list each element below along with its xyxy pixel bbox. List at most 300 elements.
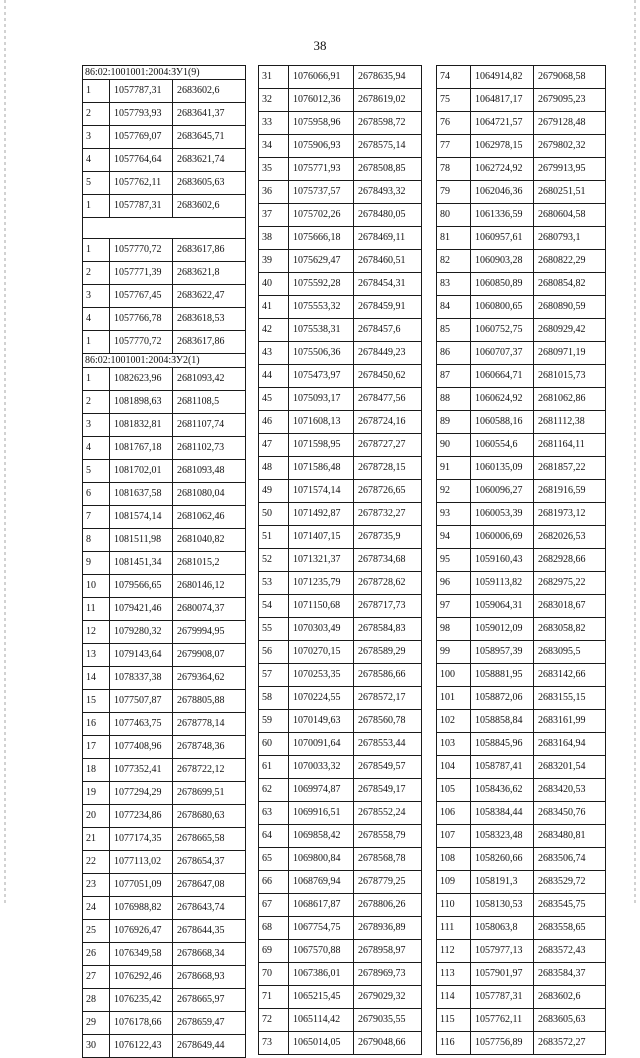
point-number-cell: 78 bbox=[437, 158, 471, 181]
y-coordinate-cell: 2680604,58 bbox=[534, 204, 606, 227]
point-number-cell: 112 bbox=[437, 940, 471, 963]
y-coordinate-cell: 2680251,51 bbox=[534, 181, 606, 204]
y-coordinate-cell: 2678572,17 bbox=[354, 687, 422, 710]
table-row bbox=[259, 526, 422, 549]
y-coordinate-cell: 2683602,6 bbox=[173, 195, 246, 218]
table-row bbox=[259, 296, 422, 319]
x-coordinate-cell: 1061336,59 bbox=[471, 204, 534, 227]
x-coordinate-cell: 1058845,96 bbox=[471, 733, 534, 756]
x-coordinate-cell: 1058384,44 bbox=[471, 802, 534, 825]
y-coordinate-cell: 2678459,91 bbox=[354, 296, 422, 319]
y-coordinate-cell: 2683572,27 bbox=[534, 1032, 606, 1055]
table-row bbox=[259, 204, 422, 227]
table-row bbox=[83, 943, 246, 966]
point-number-cell: 4 bbox=[83, 149, 110, 172]
table-row bbox=[259, 572, 422, 595]
x-coordinate-cell: 1078337,38 bbox=[110, 667, 173, 690]
x-coordinate-cell: 1058436,62 bbox=[471, 779, 534, 802]
x-coordinate-cell: 1060096,27 bbox=[471, 480, 534, 503]
table-row bbox=[83, 172, 246, 195]
x-coordinate-cell: 1075538,31 bbox=[289, 319, 354, 342]
point-number-cell: 5 bbox=[83, 172, 110, 195]
y-coordinate-cell: 2678649,44 bbox=[173, 1035, 246, 1058]
y-coordinate-cell: 2678958,97 bbox=[354, 940, 422, 963]
table-row bbox=[259, 595, 422, 618]
y-coordinate-cell: 2683164,94 bbox=[534, 733, 606, 756]
x-coordinate-cell: 1058881,95 bbox=[471, 664, 534, 687]
point-number-cell: 99 bbox=[437, 641, 471, 664]
x-coordinate-cell: 1071235,79 bbox=[289, 572, 354, 595]
point-number-cell: 105 bbox=[437, 779, 471, 802]
table-row bbox=[259, 641, 422, 664]
y-coordinate-cell: 2681112,38 bbox=[534, 411, 606, 434]
point-number-cell: 43 bbox=[259, 342, 289, 365]
point-number-cell: 70 bbox=[259, 963, 289, 986]
point-number-cell: 46 bbox=[259, 411, 289, 434]
table-row bbox=[437, 894, 606, 917]
table-row bbox=[83, 966, 246, 989]
point-number-cell: 19 bbox=[83, 782, 110, 805]
table-row bbox=[259, 158, 422, 181]
point-number-cell: 60 bbox=[259, 733, 289, 756]
y-coordinate-cell: 2678450,62 bbox=[354, 365, 422, 388]
table-row bbox=[259, 388, 422, 411]
table-row bbox=[437, 66, 606, 89]
point-number-cell: 82 bbox=[437, 250, 471, 273]
x-coordinate-cell: 1077408,96 bbox=[110, 736, 173, 759]
x-coordinate-cell: 1070224,55 bbox=[289, 687, 354, 710]
x-coordinate-cell: 1057787,31 bbox=[471, 986, 534, 1009]
point-number-cell: 71 bbox=[259, 986, 289, 1009]
coordinates-table-right bbox=[436, 65, 606, 1055]
y-coordinate-cell: 2683480,81 bbox=[534, 825, 606, 848]
point-number-cell: 54 bbox=[259, 595, 289, 618]
y-coordinate-cell: 2679364,62 bbox=[173, 667, 246, 690]
table-row bbox=[437, 825, 606, 848]
point-number-cell: 50 bbox=[259, 503, 289, 526]
x-coordinate-cell: 1075473,97 bbox=[289, 365, 354, 388]
point-number-cell: 75 bbox=[437, 89, 471, 112]
y-coordinate-cell: 2678728,62 bbox=[354, 572, 422, 595]
block-header-row bbox=[83, 66, 246, 80]
x-coordinate-cell: 1058191,3 bbox=[471, 871, 534, 894]
table-row bbox=[437, 89, 606, 112]
x-coordinate-cell: 1071586,48 bbox=[289, 457, 354, 480]
point-number-cell: 111 bbox=[437, 917, 471, 940]
x-coordinate-cell: 1057767,45 bbox=[110, 285, 173, 308]
table-row bbox=[83, 851, 246, 874]
table-row bbox=[437, 480, 606, 503]
y-coordinate-cell: 2681040,82 bbox=[173, 529, 246, 552]
table-row bbox=[437, 595, 606, 618]
table-row bbox=[83, 828, 246, 851]
x-coordinate-cell: 1057762,11 bbox=[471, 1009, 534, 1032]
x-coordinate-cell: 1058063,8 bbox=[471, 917, 534, 940]
table-row bbox=[437, 572, 606, 595]
point-number-cell: 25 bbox=[83, 920, 110, 943]
y-coordinate-cell: 2683645,71 bbox=[173, 126, 246, 149]
x-coordinate-cell: 1077051,09 bbox=[110, 874, 173, 897]
x-coordinate-cell: 1059064,31 bbox=[471, 595, 534, 618]
y-coordinate-cell: 2683018,67 bbox=[534, 595, 606, 618]
table-row bbox=[437, 641, 606, 664]
y-coordinate-cell: 2681916,59 bbox=[534, 480, 606, 503]
table-row bbox=[83, 713, 246, 736]
y-coordinate-cell: 2678717,73 bbox=[354, 595, 422, 618]
table-row bbox=[437, 664, 606, 687]
y-coordinate-cell: 2683617,86 bbox=[173, 239, 246, 262]
point-number-cell: 100 bbox=[437, 664, 471, 687]
y-coordinate-cell: 2678584,83 bbox=[354, 618, 422, 641]
x-coordinate-cell: 1060053,39 bbox=[471, 503, 534, 526]
x-coordinate-cell: 1077294,29 bbox=[110, 782, 173, 805]
point-number-cell: 1 bbox=[83, 239, 110, 262]
y-coordinate-cell: 2678665,97 bbox=[173, 989, 246, 1012]
table-row bbox=[83, 782, 246, 805]
y-coordinate-cell: 2683602,6 bbox=[534, 986, 606, 1009]
table-row bbox=[83, 308, 246, 331]
point-number-cell: 110 bbox=[437, 894, 471, 917]
table-row bbox=[83, 736, 246, 759]
table-row bbox=[83, 552, 246, 575]
table-row bbox=[259, 135, 422, 158]
y-coordinate-cell: 2678659,47 bbox=[173, 1012, 246, 1035]
table-row bbox=[83, 690, 246, 713]
x-coordinate-cell: 1075666,18 bbox=[289, 227, 354, 250]
y-coordinate-cell: 2683602,6 bbox=[173, 80, 246, 103]
x-coordinate-cell: 1060957,61 bbox=[471, 227, 534, 250]
x-coordinate-cell: 1059012,09 bbox=[471, 618, 534, 641]
y-coordinate-cell: 2679035,55 bbox=[354, 1009, 422, 1032]
y-coordinate-cell: 2678560,78 bbox=[354, 710, 422, 733]
y-coordinate-cell: 2678635,94 bbox=[354, 66, 422, 89]
x-coordinate-cell: 1069858,42 bbox=[289, 825, 354, 848]
point-number-cell: 52 bbox=[259, 549, 289, 572]
y-coordinate-cell: 2683545,75 bbox=[534, 894, 606, 917]
point-number-cell: 44 bbox=[259, 365, 289, 388]
y-coordinate-cell: 2678643,74 bbox=[173, 897, 246, 920]
point-number-cell: 106 bbox=[437, 802, 471, 825]
y-coordinate-cell: 2678699,51 bbox=[173, 782, 246, 805]
table-row bbox=[83, 460, 246, 483]
point-number-cell: 83 bbox=[437, 273, 471, 296]
x-coordinate-cell: 1076292,46 bbox=[110, 966, 173, 989]
x-coordinate-cell: 1076926,47 bbox=[110, 920, 173, 943]
table-row bbox=[83, 331, 246, 354]
x-coordinate-cell: 1079421,46 bbox=[110, 598, 173, 621]
table-row bbox=[83, 667, 246, 690]
point-number-cell: 103 bbox=[437, 733, 471, 756]
point-number-cell: 88 bbox=[437, 388, 471, 411]
x-coordinate-cell: 1075506,36 bbox=[289, 342, 354, 365]
x-coordinate-cell: 1060752,75 bbox=[471, 319, 534, 342]
x-coordinate-cell: 1060850,89 bbox=[471, 273, 534, 296]
x-coordinate-cell: 1071321,37 bbox=[289, 549, 354, 572]
y-coordinate-cell: 2678558,79 bbox=[354, 825, 422, 848]
x-coordinate-cell: 1075702,26 bbox=[289, 204, 354, 227]
table-row bbox=[83, 80, 246, 103]
y-coordinate-cell: 2679068,58 bbox=[534, 66, 606, 89]
table-row bbox=[437, 779, 606, 802]
x-coordinate-cell: 1075592,28 bbox=[289, 273, 354, 296]
x-coordinate-cell: 1058858,84 bbox=[471, 710, 534, 733]
point-number-cell: 24 bbox=[83, 897, 110, 920]
table-row bbox=[259, 710, 422, 733]
point-number-cell: 15 bbox=[83, 690, 110, 713]
table-row bbox=[259, 112, 422, 135]
y-coordinate-cell: 2680822,29 bbox=[534, 250, 606, 273]
y-coordinate-cell: 2678619,02 bbox=[354, 89, 422, 112]
table-row bbox=[259, 503, 422, 526]
point-number-cell: 64 bbox=[259, 825, 289, 848]
y-coordinate-cell: 2681107,74 bbox=[173, 414, 246, 437]
table-row bbox=[259, 1032, 422, 1055]
y-coordinate-cell: 2683506,74 bbox=[534, 848, 606, 871]
x-coordinate-cell: 1059113,82 bbox=[471, 572, 534, 595]
x-coordinate-cell: 1057977,13 bbox=[471, 940, 534, 963]
x-coordinate-cell: 1071150,68 bbox=[289, 595, 354, 618]
point-number-cell: 107 bbox=[437, 825, 471, 848]
x-coordinate-cell: 1057771,39 bbox=[110, 262, 173, 285]
point-number-cell: 11 bbox=[83, 598, 110, 621]
table-row bbox=[83, 1035, 246, 1058]
point-number-cell: 76 bbox=[437, 112, 471, 135]
point-number-cell: 69 bbox=[259, 940, 289, 963]
point-number-cell: 77 bbox=[437, 135, 471, 158]
x-coordinate-cell: 1081574,14 bbox=[110, 506, 173, 529]
x-coordinate-cell: 1060664,71 bbox=[471, 365, 534, 388]
x-coordinate-cell: 1077234,86 bbox=[110, 805, 173, 828]
table-row bbox=[83, 483, 246, 506]
point-number-cell: 16 bbox=[83, 713, 110, 736]
table-row bbox=[83, 874, 246, 897]
x-coordinate-cell: 1071492,87 bbox=[289, 503, 354, 526]
table-row bbox=[83, 598, 246, 621]
x-coordinate-cell: 1077507,87 bbox=[110, 690, 173, 713]
x-coordinate-cell: 1076066,91 bbox=[289, 66, 354, 89]
point-number-cell: 37 bbox=[259, 204, 289, 227]
table-row bbox=[437, 434, 606, 457]
y-coordinate-cell: 2678732,27 bbox=[354, 503, 422, 526]
point-number-cell: 90 bbox=[437, 434, 471, 457]
table-row bbox=[259, 480, 422, 503]
x-coordinate-cell: 1077113,02 bbox=[110, 851, 173, 874]
point-number-cell: 48 bbox=[259, 457, 289, 480]
y-coordinate-cell: 2678647,08 bbox=[173, 874, 246, 897]
point-number-cell: 3 bbox=[83, 285, 110, 308]
y-coordinate-cell: 2681062,46 bbox=[173, 506, 246, 529]
x-coordinate-cell: 1070149,63 bbox=[289, 710, 354, 733]
y-coordinate-cell: 2678586,66 bbox=[354, 664, 422, 687]
y-coordinate-cell: 2678598,72 bbox=[354, 112, 422, 135]
x-coordinate-cell: 1060554,6 bbox=[471, 434, 534, 457]
point-number-cell: 14 bbox=[83, 667, 110, 690]
parcel-designation-header: 86:02:1001001:2004:ЗУ1(9) bbox=[83, 66, 246, 80]
table-row bbox=[259, 66, 422, 89]
table-row bbox=[437, 963, 606, 986]
y-coordinate-cell: 2678493,32 bbox=[354, 181, 422, 204]
x-coordinate-cell: 1081637,58 bbox=[110, 483, 173, 506]
x-coordinate-cell: 1081832,81 bbox=[110, 414, 173, 437]
y-coordinate-cell: 2679048,66 bbox=[354, 1032, 422, 1055]
point-number-cell: 21 bbox=[83, 828, 110, 851]
point-number-cell: 31 bbox=[259, 66, 289, 89]
x-coordinate-cell: 1076122,43 bbox=[110, 1035, 173, 1058]
y-coordinate-cell: 2678644,35 bbox=[173, 920, 246, 943]
x-coordinate-cell: 1060588,16 bbox=[471, 411, 534, 434]
y-coordinate-cell: 2683584,37 bbox=[534, 963, 606, 986]
table-row bbox=[437, 365, 606, 388]
point-number-cell: 18 bbox=[83, 759, 110, 782]
table-row bbox=[259, 457, 422, 480]
y-coordinate-cell: 2680854,82 bbox=[534, 273, 606, 296]
x-coordinate-cell: 1067570,88 bbox=[289, 940, 354, 963]
table-row bbox=[259, 733, 422, 756]
y-coordinate-cell: 2683641,37 bbox=[173, 103, 246, 126]
x-coordinate-cell: 1070253,35 bbox=[289, 664, 354, 687]
point-number-cell: 9 bbox=[83, 552, 110, 575]
table-row bbox=[259, 894, 422, 917]
table-row bbox=[259, 802, 422, 825]
table-row bbox=[437, 204, 606, 227]
table-row bbox=[259, 89, 422, 112]
y-coordinate-cell: 2678477,56 bbox=[354, 388, 422, 411]
block-header-row bbox=[83, 218, 246, 239]
point-number-cell: 53 bbox=[259, 572, 289, 595]
table-row bbox=[437, 503, 606, 526]
block-header-row bbox=[83, 354, 246, 368]
point-number-cell: 104 bbox=[437, 756, 471, 779]
point-number-cell: 1 bbox=[83, 331, 110, 354]
table-row bbox=[83, 575, 246, 598]
point-number-cell: 5 bbox=[83, 460, 110, 483]
point-number-cell: 72 bbox=[259, 1009, 289, 1032]
x-coordinate-cell: 1081511,98 bbox=[110, 529, 173, 552]
y-coordinate-cell: 2683605,63 bbox=[173, 172, 246, 195]
x-coordinate-cell: 1060006,69 bbox=[471, 526, 534, 549]
y-coordinate-cell: 2680971,19 bbox=[534, 342, 606, 365]
table-row bbox=[83, 414, 246, 437]
y-coordinate-cell: 2683161,99 bbox=[534, 710, 606, 733]
table-row bbox=[259, 664, 422, 687]
x-coordinate-cell: 1069800,84 bbox=[289, 848, 354, 871]
y-coordinate-cell: 2678454,31 bbox=[354, 273, 422, 296]
table-row bbox=[259, 549, 422, 572]
point-number-cell: 8 bbox=[83, 529, 110, 552]
x-coordinate-cell: 1075906,93 bbox=[289, 135, 354, 158]
page-number: 38 bbox=[313, 38, 327, 53]
point-number-cell: 56 bbox=[259, 641, 289, 664]
y-coordinate-cell: 2683558,65 bbox=[534, 917, 606, 940]
point-number-cell: 80 bbox=[437, 204, 471, 227]
point-number-cell: 59 bbox=[259, 710, 289, 733]
table-row bbox=[83, 285, 246, 308]
point-number-cell: 116 bbox=[437, 1032, 471, 1055]
x-coordinate-cell: 1057769,07 bbox=[110, 126, 173, 149]
point-number-cell: 40 bbox=[259, 273, 289, 296]
y-coordinate-cell: 2678575,14 bbox=[354, 135, 422, 158]
table-row bbox=[259, 871, 422, 894]
table-row bbox=[83, 368, 246, 391]
point-number-cell: 86 bbox=[437, 342, 471, 365]
point-number-cell: 1 bbox=[83, 195, 110, 218]
table-row bbox=[259, 756, 422, 779]
table-row bbox=[259, 917, 422, 940]
table-row bbox=[259, 940, 422, 963]
table-row bbox=[437, 457, 606, 480]
point-number-cell: 84 bbox=[437, 296, 471, 319]
table-row bbox=[437, 227, 606, 250]
table-row bbox=[437, 411, 606, 434]
table-row bbox=[83, 437, 246, 460]
x-coordinate-cell: 1071407,15 bbox=[289, 526, 354, 549]
table-row bbox=[437, 1009, 606, 1032]
point-number-cell: 108 bbox=[437, 848, 471, 871]
table-row bbox=[437, 710, 606, 733]
point-number-cell: 67 bbox=[259, 894, 289, 917]
block-separator-cell bbox=[83, 218, 246, 239]
y-coordinate-cell: 2683572,43 bbox=[534, 940, 606, 963]
x-coordinate-cell: 1057762,11 bbox=[110, 172, 173, 195]
y-coordinate-cell: 2683622,47 bbox=[173, 285, 246, 308]
y-coordinate-cell: 2678549,17 bbox=[354, 779, 422, 802]
table-row bbox=[437, 549, 606, 572]
x-coordinate-cell: 1057793,93 bbox=[110, 103, 173, 126]
point-number-cell: 6 bbox=[83, 483, 110, 506]
table-row bbox=[259, 825, 422, 848]
table-row bbox=[259, 342, 422, 365]
table-row bbox=[83, 239, 246, 262]
table-row bbox=[83, 262, 246, 285]
y-coordinate-cell: 2678654,37 bbox=[173, 851, 246, 874]
x-coordinate-cell: 1058957,39 bbox=[471, 641, 534, 664]
point-number-cell: 58 bbox=[259, 687, 289, 710]
y-coordinate-cell: 2683420,53 bbox=[534, 779, 606, 802]
point-number-cell: 20 bbox=[83, 805, 110, 828]
y-coordinate-cell: 2678568,78 bbox=[354, 848, 422, 871]
x-coordinate-cell: 1079143,64 bbox=[110, 644, 173, 667]
x-coordinate-cell: 1057770,72 bbox=[110, 239, 173, 262]
y-coordinate-cell: 2683621,74 bbox=[173, 149, 246, 172]
y-coordinate-cell: 2683529,72 bbox=[534, 871, 606, 894]
x-coordinate-cell: 1064914,82 bbox=[471, 66, 534, 89]
table-row bbox=[259, 227, 422, 250]
x-coordinate-cell: 1075629,47 bbox=[289, 250, 354, 273]
y-coordinate-cell: 2678722,12 bbox=[173, 759, 246, 782]
table-row bbox=[259, 181, 422, 204]
x-coordinate-cell: 1071608,13 bbox=[289, 411, 354, 434]
x-coordinate-cell: 1076988,82 bbox=[110, 897, 173, 920]
table-row bbox=[437, 319, 606, 342]
y-coordinate-cell: 2678665,58 bbox=[173, 828, 246, 851]
point-number-cell: 101 bbox=[437, 687, 471, 710]
y-coordinate-cell: 2678668,34 bbox=[173, 943, 246, 966]
point-number-cell: 85 bbox=[437, 319, 471, 342]
x-coordinate-cell: 1062978,15 bbox=[471, 135, 534, 158]
x-coordinate-cell: 1076235,42 bbox=[110, 989, 173, 1012]
x-coordinate-cell: 1062724,92 bbox=[471, 158, 534, 181]
point-number-cell: 1 bbox=[83, 368, 110, 391]
x-coordinate-cell: 1081767,18 bbox=[110, 437, 173, 460]
x-coordinate-cell: 1067386,01 bbox=[289, 963, 354, 986]
y-coordinate-cell: 2678469,11 bbox=[354, 227, 422, 250]
point-number-cell: 12 bbox=[83, 621, 110, 644]
y-coordinate-cell: 2683618,53 bbox=[173, 308, 246, 331]
point-number-cell: 61 bbox=[259, 756, 289, 779]
table-row bbox=[437, 733, 606, 756]
y-coordinate-cell: 2679128,48 bbox=[534, 112, 606, 135]
y-coordinate-cell: 2678449,23 bbox=[354, 342, 422, 365]
